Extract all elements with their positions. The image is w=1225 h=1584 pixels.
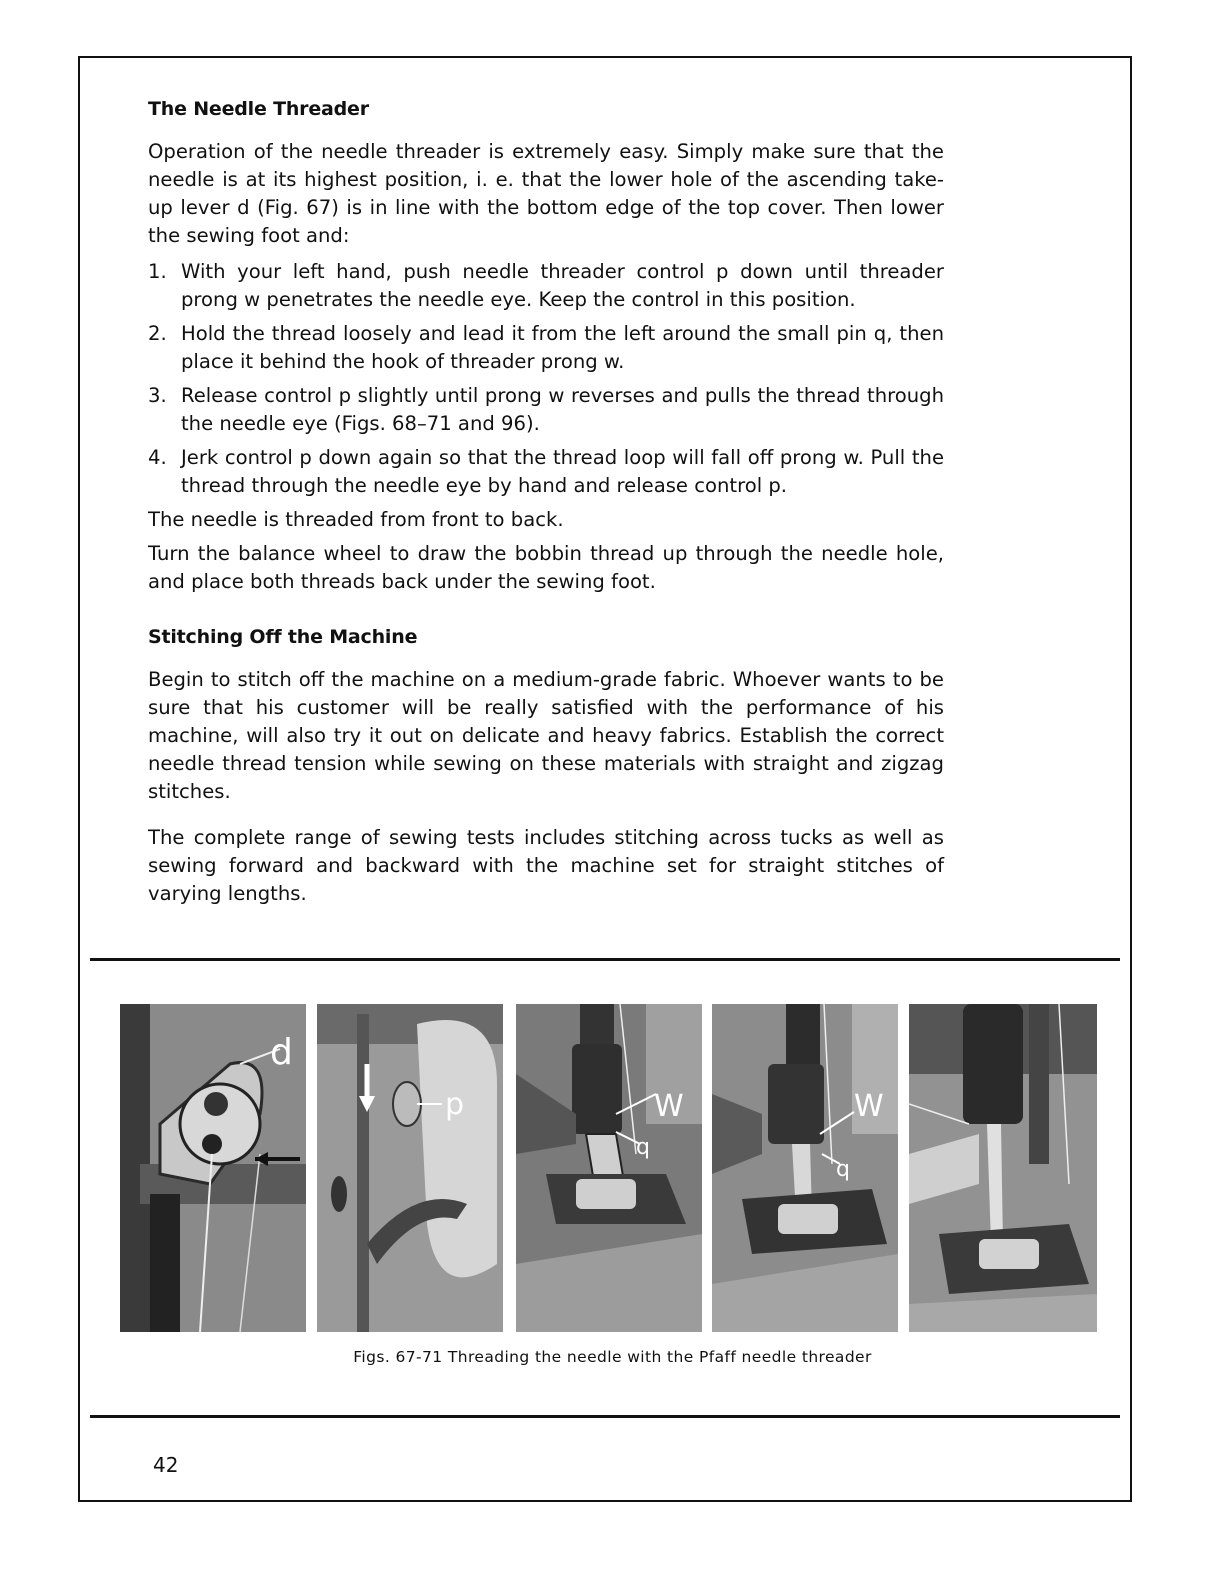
figure-label-d: d [270, 1032, 293, 1073]
step-text: Jerk control p down again so that the thread loop will fall off prong w. Pull the thread through the needle eye by hand and release control p. [181, 446, 944, 497]
figure-71-thread-pulled-through [909, 1004, 1097, 1332]
figure-67-takeup-lever [120, 1004, 306, 1332]
divider-top [90, 958, 1120, 961]
step-item [148, 444, 944, 500]
figure-caption: Figs. 67-71 Threading the needle with the Pfaff needle threader [353, 1348, 872, 1366]
step-number: 1. [148, 260, 167, 283]
step-number: 2. [148, 322, 167, 345]
threaded-note: The needle is threaded from front to back. [148, 508, 564, 531]
balance-wheel-paragraph: Turn the balance wheel to draw the bobbin thread up through the needle hole, and place both threads back under the sewing foot. [148, 542, 944, 593]
figure-68-threader-control [317, 1004, 503, 1332]
step-item [148, 382, 944, 438]
divider-bottom [90, 1415, 1120, 1418]
steps-list [148, 258, 944, 500]
figure-label-q: q [636, 1135, 650, 1160]
step-item [148, 258, 944, 314]
step-number: 3. [148, 384, 167, 407]
figure-label-p: p [445, 1087, 465, 1122]
stitching-paragraph-2: The complete range of sewing tests includes stitching across tucks as well as sewing forward and backward with the machine set for straight stitches of varying lengths. [148, 826, 944, 905]
figure-label-q: q [836, 1157, 850, 1182]
section-title-stitching-off: Stitching Off the Machine [148, 626, 418, 648]
step-text: Release control p slightly until prong w reverses and pulls the thread through the needle eye (Figs. 68–71 and 96). [181, 384, 944, 435]
section-title-needle-threader: The Needle Threader [148, 98, 369, 120]
intro-paragraph: Operation of the needle threader is extremely easy. Simply make sure that the needle is at its highest position, i. e. that the lower hole of the ascending take-up lever d (Fig. 67) is in line with the bottom edge of the top cover. Then lower the sewing foot and: [148, 140, 944, 247]
step-number: 4. [148, 446, 167, 469]
page-number: 42 [153, 1453, 179, 1477]
figure-69-threader-prong [516, 1004, 702, 1332]
stitching-paragraph-1: Begin to stitch off the machine on a medium-grade fabric. Whoever wants to be sure that his customer will be really satisfied with the performance of his machine, will also try it out on delicate and heavy fabrics. Establish the correct needle thread tension while sewing on these materials with straight and zigzag stitches. [148, 668, 944, 803]
figure-label-w: W [654, 1089, 684, 1124]
figure-70-thread-behind-hook [712, 1004, 898, 1332]
step-text: Hold the thread loosely and lead it from the left around the small pin q, then place it behind the hook of threader prong w. [181, 322, 944, 373]
text-content [148, 98, 944, 908]
step-item [148, 320, 944, 376]
step-text: With your left hand, push needle threader control p down until threader prong w penetrates the needle eye. Keep the control in this position. [181, 260, 944, 311]
figure-label-w: W [854, 1089, 884, 1124]
